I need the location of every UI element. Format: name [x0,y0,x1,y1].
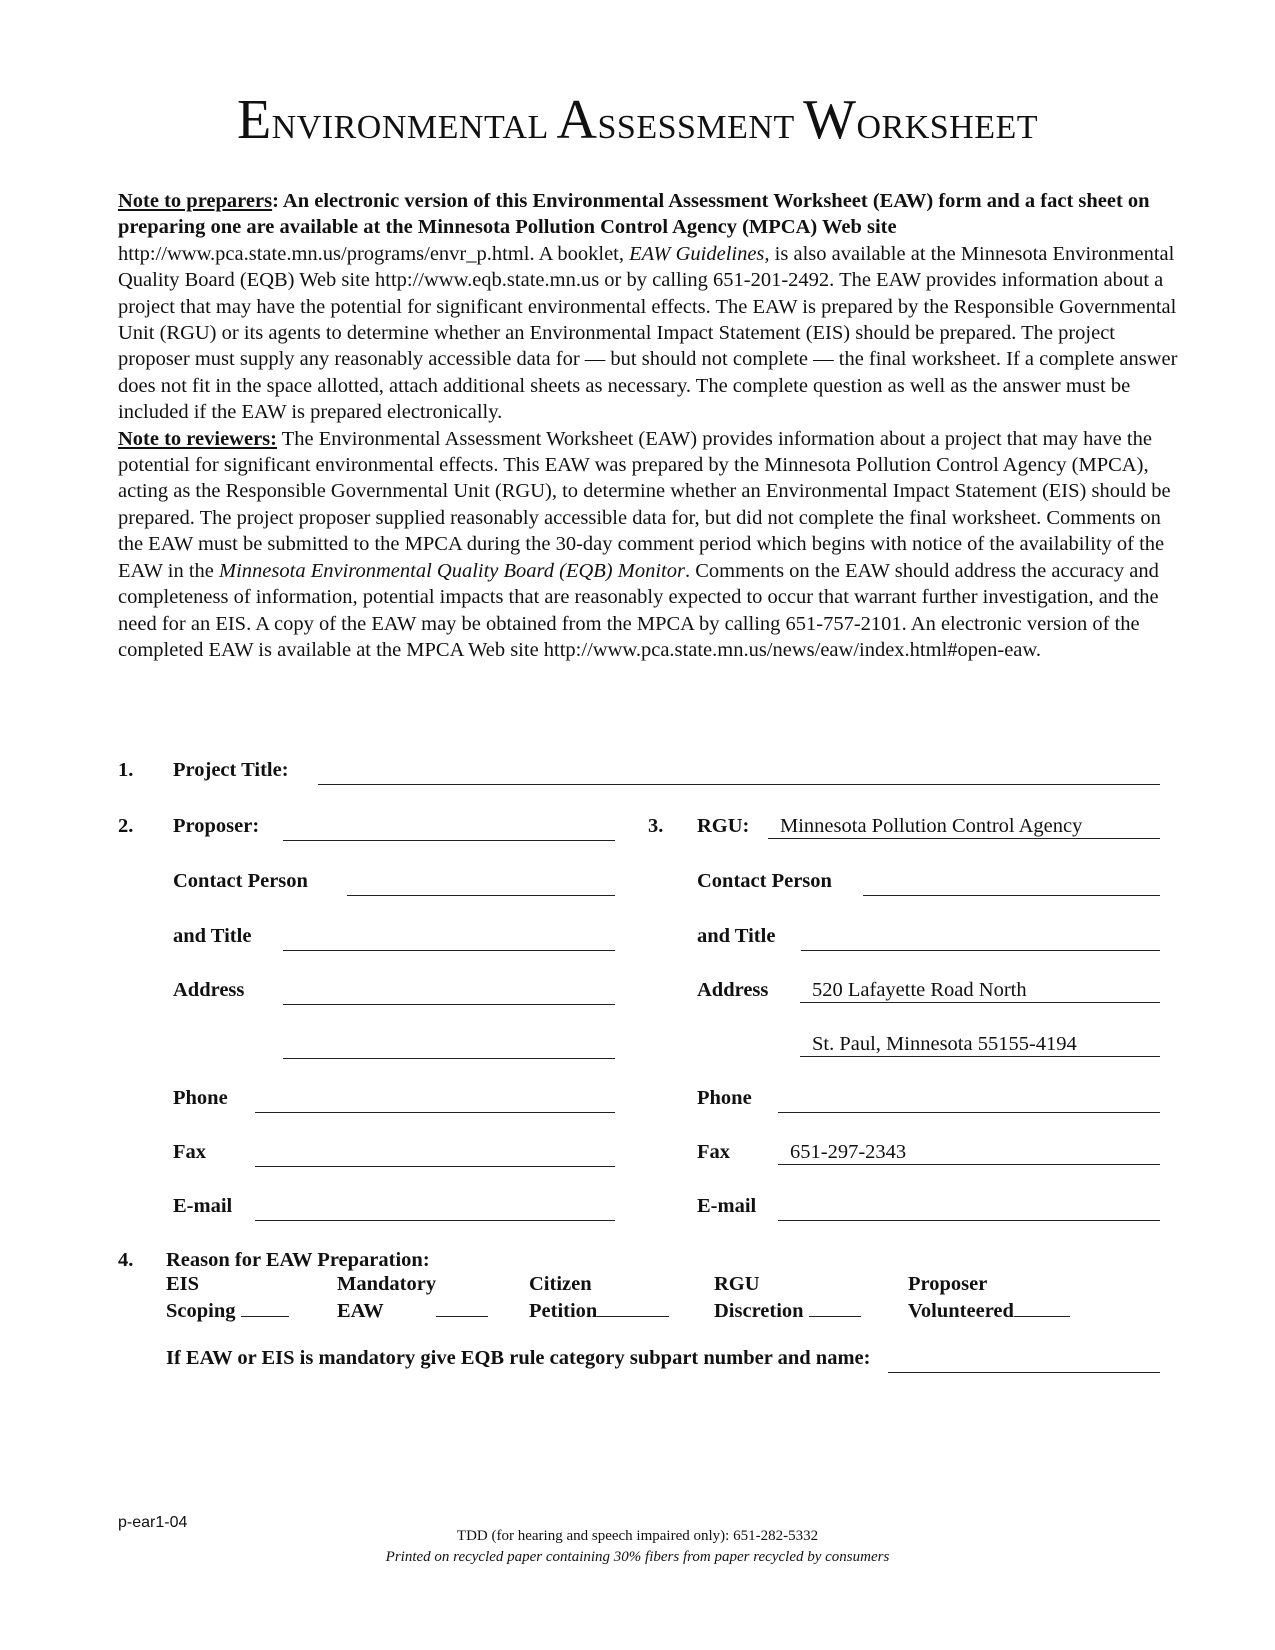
rgu-title-field[interactable] [801,926,1160,951]
option-label: Volunteered [908,1300,1014,1322]
proposer-phone-label: Phone [173,1087,228,1109]
item-number: 1. [118,759,134,781]
reviewers-note [118,426,1178,664]
rgu-address-field[interactable] [800,978,1160,1003]
title-word: ORKSHEET [856,109,1039,146]
option-label: EIS [166,1273,200,1295]
mandatory-category-field[interactable] [888,1348,1160,1373]
option-label: Proposer [908,1273,988,1295]
proposer-fax-value [255,1143,267,1165]
rgu-fax-label: Fax [697,1141,731,1163]
project-title-value [318,761,330,783]
project-title-label: Project Title: [173,759,289,781]
title-word: SSESSMENT [597,109,804,146]
preparers-note-italic: EAW Guidelines [629,242,765,265]
option-eis-scoping [166,1272,289,1323]
reviewers-note-text: . Comments on the EAW should address the accuracy and completeness of information, potential impacts that are reasonably expected to occur that warrant further investigation, and the need for an EIS. A copy of the EAW may be obtained from the MPCA by calling 651-757-2101. An electronic version of the completed EAW is available at the MPCA Web site http://www.pca.state.mn.us/news/eaw/index.html#open-eaw. [118,559,1159,661]
preparers-note-label: Note to preparers [118,190,273,212]
rgu-phone-value [778,1089,790,1111]
proposer-address-label: Address [173,979,245,1001]
option-mandatory-eaw [337,1272,488,1323]
page-title [0,88,1275,152]
proposer-fax-field[interactable] [255,1142,615,1167]
reviewers-note-label: Note to reviewers: [118,427,277,450]
rgu-contact-value [863,872,875,894]
title-initial: A [556,89,598,151]
option-label: RGU [714,1273,760,1295]
proposer-label: Proposer: [173,815,260,837]
rgu-phone-field[interactable] [778,1088,1160,1113]
rgu-contact-label: Contact Person [697,870,832,892]
option-blank[interactable] [241,1296,289,1317]
title-word: NVIRONMENTAL [271,109,557,146]
form-code: p-ear1-04 [118,1514,188,1531]
rgu-address2-field[interactable] [800,1032,1160,1057]
reason-label: Reason for EAW Preparation: [166,1249,430,1271]
rgu-email-value [778,1197,790,1219]
option-citizen-petition [529,1272,669,1323]
option-label: Petition [529,1300,598,1322]
rgu-title-label: and Title [697,925,776,947]
item-number: 4. [118,1249,134,1271]
rgu-field[interactable] [768,814,1160,839]
proposer-value [283,817,295,839]
rgu-fax-value: 651-297-2343 [790,1141,907,1163]
intro-notes [118,188,1178,663]
option-label: Citizen [529,1273,592,1295]
option-blank[interactable] [809,1296,861,1317]
option-label: EAW [337,1300,384,1322]
option-blank[interactable] [1014,1296,1070,1317]
rgu-address-value: 520 Lafayette Road North [812,979,1027,1001]
rgu-title-value [801,927,813,949]
proposer-phone-field[interactable] [255,1088,615,1113]
rgu-address2-value: St. Paul, Minnesota 55155-4194 [812,1033,1077,1055]
rgu-fax-field[interactable] [778,1140,1160,1165]
proposer-contact-value [347,872,359,894]
option-proposer-volunteered [908,1272,1070,1323]
tdd-line: TDD (for hearing and speech impaired only): 651-282-5332 [456,1528,819,1544]
proposer-address2-value [283,1035,295,1057]
proposer-field[interactable] [283,816,615,841]
preparers-note-bold: : An electronic version of this Environmental Assessment Worksheet (EAW) form and a fact sheet on preparing one are available at the Minnesota Pollution Control Agency (MPCA) Web site [118,190,1150,239]
proposer-fax-label: Fax [173,1141,207,1163]
rgu-phone-label: Phone [697,1087,752,1109]
proposer-email-value [255,1197,267,1219]
option-blank[interactable] [436,1296,488,1317]
recycled-paper-note: Printed on recycled paper containing 30% fibers from paper recycled by consumers [385,1549,890,1565]
rgu-contact-field[interactable] [863,871,1160,896]
proposer-address-field[interactable] [283,980,615,1005]
rgu-value: Minnesota Pollution Control Agency [780,815,1083,837]
rgu-label: RGU: [697,815,750,837]
proposer-title-label: and Title [173,925,252,947]
rgu-email-field[interactable] [778,1196,1160,1221]
option-blank[interactable] [597,1296,669,1317]
proposer-title-value [283,927,295,949]
project-title-field[interactable] [318,760,1160,785]
proposer-contact-label: Contact Person [173,870,308,892]
proposer-phone-value [255,1089,267,1111]
rgu-email-label: E-mail [697,1195,757,1217]
preparers-note-text: http://www.pca.state.mn.us/programs/envr_p.html. A booklet, [118,242,630,265]
proposer-title-field[interactable] [283,926,615,951]
item-number: 2. [118,815,134,837]
title-initial: E [236,89,272,151]
title-initial: W [803,89,857,151]
mandatory-category-value [888,1349,900,1371]
preparers-note [118,188,1178,426]
proposer-email-field[interactable] [255,1196,615,1221]
proposer-address2-field[interactable] [283,1034,615,1059]
rgu-address-label: Address [697,979,769,1001]
item-number: 3. [648,815,664,837]
mandatory-category-prompt: If EAW or EIS is mandatory give EQB rule category subpart number and name: [166,1347,871,1369]
option-label: Mandatory [337,1273,437,1295]
option-rgu-discretion [714,1272,861,1323]
option-label: Discretion [714,1300,804,1322]
proposer-contact-field[interactable] [347,871,615,896]
reviewers-note-italic: Minnesota Environmental Quality Board (EQB) Monitor [219,559,685,582]
preparers-note-text: , is also available at the Minnesota Environmental Quality Board (EQB) Web site http://www.eqb.state.mn.us or by calling 651-201-2492. The EAW provides information about a project that may have the potential for significant environmental effects. The EAW is prepared by the Responsible Governmental Unit (RGU) or its agents to determine whether an Environmental Impact Statement (EIS) should be prepared. The project proposer must supply any reasonably accessible data for — but should not complete — the final worksheet. If a complete answer does not fit in the space allotted, attach additional sheets as necessary. The complete question as well as the answer must be included if the EAW is prepared electronically. [118,242,1178,424]
proposer-email-label: E-mail [173,1195,233,1217]
reviewers-note-text: The Environmental Assessment Worksheet (EAW) provides information about a project that may have the potential for significant environmental effects. This EAW was prepared by the Minnesota Pollution Control Agency (MPCA), acting as the Responsible Governmental Unit (RGU), to determine whether an Environmental Impact Statement (EIS) should be prepared. The project proposer supplied reasonably accessible data for, but did not complete the final worksheet. Comments on the EAW must be submitted to the MPCA during the 30-day comment period which begins with notice of the availability of the EAW in the [118,427,1171,582]
proposer-address-value [283,981,295,1003]
option-label: Scoping [166,1300,236,1322]
